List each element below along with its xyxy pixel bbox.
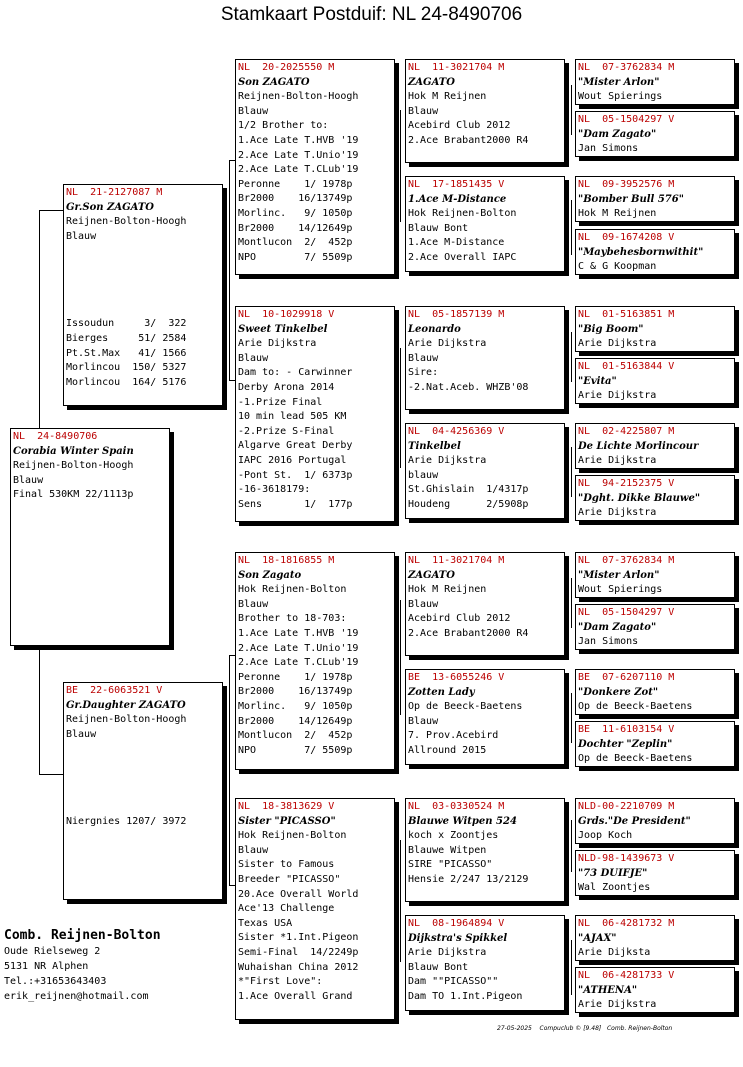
pedigree-line: Pt.St.Max 41/ 1566: [66, 347, 187, 359]
pedigree-line: NPO 7/ 5509p: [238, 744, 353, 756]
breeder-name: Arie Dijkstra: [578, 999, 657, 1011]
pedigree-line: Br2000 16/13749p: [238, 193, 353, 205]
pedigree-line: -1.Prize Final: [238, 396, 323, 408]
pedigree-line: 7. Prov.Acebird: [408, 730, 499, 742]
owner-name: Comb. Reijnen-Bolton: [4, 928, 161, 943]
pedigree-line: Br2000 16/13749p: [238, 686, 353, 698]
pedigree-line: 2.Ace Late T.CLub'19: [238, 657, 359, 669]
pigeon-name: Son ZAGATO: [238, 76, 310, 88]
pedigree-line: -16-3618179:: [238, 484, 311, 496]
ring-number: NL 94-2152375 V: [578, 478, 675, 489]
breeder-name: Op de Beeck-Baetens: [578, 753, 693, 765]
pedigree-line: Blauw: [238, 844, 269, 856]
pedigree-line: Blauw: [66, 728, 97, 740]
pigeon-name: "Donkere Zot": [578, 686, 659, 698]
breeder-name: koch x Zoontjes: [408, 830, 499, 842]
pigeon-name: "ATHENA": [578, 984, 638, 996]
pigeon-name: "Dght. Dikke Blauwe": [578, 492, 701, 504]
pigeon-name: De Lichte Morlincour: [578, 440, 699, 452]
pedigree-line: Bierges 51/ 2584: [66, 332, 187, 344]
pedigree-line: Allround 2015: [408, 744, 487, 756]
breeder-name: Hok M Reijnen: [578, 208, 657, 220]
pigeon-name: "Big Boom": [578, 323, 644, 335]
pigeon-name: Gr.Daughter ZAGATO: [66, 699, 186, 711]
pedigree-line: SIRE "PICASSO": [408, 859, 493, 871]
breeder-name: Hok Reijnen-Bolton: [238, 830, 347, 842]
pedigree-line: Blauw: [408, 715, 439, 727]
pedigree-line: Br2000 14/12649p: [238, 222, 353, 234]
pedigree-line: 1.Ace Late T.HVB '19: [238, 134, 359, 146]
pedigree-line: Sire:: [408, 367, 439, 379]
pedigree-line: Morlincou 150/ 5327: [66, 362, 187, 374]
pigeon-name: Corabia Winter Spain: [13, 445, 134, 457]
connector-line: [571, 200, 572, 255]
pedigree-line: Montlucon 2/ 452p: [238, 237, 353, 249]
pigeon-name: "AJAX": [578, 932, 617, 944]
ring-number: NL 03-0330524 M: [408, 801, 505, 812]
ring-number: NL 05-1504297 V: [578, 114, 675, 125]
pedigree-line: -2.Prize S-Final: [238, 425, 335, 437]
ring-number: BE 22-6063521 V: [66, 685, 163, 696]
pigeon-card[interactable]: [575, 111, 735, 157]
ring-number: NL 24-8490706: [13, 431, 98, 442]
pedigree-line: Br2000 14/12649p: [238, 715, 353, 727]
pigeon-card[interactable]: [575, 915, 735, 961]
pedigree-line: Ace'13 Challenge: [238, 903, 335, 915]
pigeon-card[interactable]: [575, 798, 735, 844]
pedigree-line: Morlinc. 9/ 1050p: [238, 207, 353, 219]
pedigree-line: Blauw: [408, 105, 439, 117]
pigeon-name: "Dam Zagato": [578, 128, 657, 140]
pedigree-line: 1/2 Brother to:: [238, 120, 329, 132]
pigeon-card[interactable]: [405, 669, 565, 765]
pigeon-card[interactable]: [405, 798, 565, 902]
ring-number: NLD-98-1439673 V: [578, 853, 675, 864]
pedigree-line: [66, 274, 220, 289]
pedigree-line: Wuhaishan China 2012: [238, 961, 359, 973]
pedigree-line: [66, 259, 220, 274]
breeder-name: Hok M Reijnen: [408, 91, 487, 103]
pigeon-name: Leonardo: [408, 323, 461, 335]
pedigree-line: Sister to Famous: [238, 859, 335, 871]
breeder-name: Arie Dijkstra: [578, 390, 657, 402]
pigeon-name: 1.Ace M-Distance: [408, 193, 507, 205]
breeder-name: Joop Koch: [578, 830, 633, 842]
pedigree-line: 1.Ace Overall Grand: [238, 990, 353, 1002]
pedigree-line: Acebird Club 2012: [408, 120, 511, 132]
pigeon-card[interactable]: [575, 358, 735, 404]
pedigree-line: Dam to: - Carwinner: [238, 367, 353, 379]
pigeon-card[interactable]: [405, 423, 565, 519]
pigeon-card[interactable]: [405, 176, 565, 272]
breeder-name: Reijnen-Bolton-Hoogh: [238, 91, 359, 103]
ring-number: NL 11-3021704 M: [408, 555, 505, 566]
breeder-name: Arie Dijksta: [578, 947, 651, 959]
pigeon-name: Gr.Son ZAGATO: [66, 201, 154, 213]
pedigree-line: Blauw Bont: [408, 961, 469, 973]
pigeon-card[interactable]: [575, 850, 735, 896]
pedigree-line: Dam ""PICASSO"": [408, 976, 499, 988]
pigeon-card[interactable]: [575, 669, 735, 715]
breeder-name: Reijnen-Bolton-Hoogh: [66, 714, 187, 726]
ring-number: NL 21-2127087 M: [66, 187, 163, 198]
pigeon-name: Zotten Lady: [408, 686, 475, 698]
breeder-name: Op de Beeck-Baetens: [408, 701, 523, 713]
pedigree-line: blauw: [408, 469, 439, 481]
breeder-name: Arie Dijkstra: [408, 338, 487, 350]
ring-number: NL 01-5163851 M: [578, 309, 675, 320]
pedigree-line: Blauw: [238, 352, 269, 364]
ring-number: NL 05-1857139 M: [408, 309, 505, 320]
owner-email: erik_reijnen@hotmail.com: [4, 991, 149, 1002]
connector-line: [571, 940, 572, 995]
pedigree-line: Blauw Bont: [408, 222, 469, 234]
breeder-name: Reijnen-Bolton-Hoogh: [66, 216, 187, 228]
pigeon-name: "73 DUIFJE": [578, 867, 648, 879]
pedigree-line: Blauwe Witpen: [408, 844, 487, 856]
pigeon-name: Sister "PICASSO": [238, 815, 336, 827]
pigeon-card[interactable]: [575, 59, 735, 105]
breeder-name: Hok Reijnen-Bolton: [238, 584, 347, 596]
connector-line: [400, 600, 401, 715]
breeder-name: Arie Dijkstra: [408, 947, 487, 959]
owner-info: [4, 928, 161, 1004]
breeder-name: Jan Simons: [578, 636, 639, 648]
ring-number: NL 07-3762834 M: [578, 555, 675, 566]
connector-line: [39, 774, 63, 775]
pedigree-line: Sens 1/ 177p: [238, 498, 353, 510]
pedigree-line: Morlincou 164/ 5176: [66, 376, 187, 388]
ring-number: NL 06-4281732 M: [578, 918, 675, 929]
pedigree-line: Niergnies 1207/ 3972: [66, 816, 187, 828]
ring-number: BE 13-6055246 V: [408, 672, 505, 683]
pedigree-line: Blauw: [66, 230, 97, 242]
ring-number: NLD-00-2210709 M: [578, 801, 675, 812]
pigeon-name: Blauwe Witpen 524: [408, 815, 517, 827]
pedigree-line: -Pont St. 1/ 6373p: [238, 469, 353, 481]
pedigree-line: Houdeng 2/5908p: [408, 498, 529, 510]
owner-postcode: 5131 NR Alphen: [4, 961, 89, 972]
breeder-name: C & G Koopman: [578, 261, 657, 273]
breeder-name: Reijnen-Bolton-Hoogh: [13, 460, 134, 472]
breeder-name: Hok Reijnen-Bolton: [408, 208, 517, 220]
connector-line: [400, 110, 401, 222]
pedigree-line: 2.Ace Late T.CLub'19: [238, 164, 359, 176]
pedigree-line: [66, 288, 220, 303]
connector-line: [229, 160, 230, 380]
pedigree-line: 2.Ace Late T.Unio'19: [238, 642, 359, 654]
ring-number: NL 05-1504297 V: [578, 607, 675, 618]
ring-number: NL 04-4256369 V: [408, 426, 505, 437]
owner-address: Oude Rielseweg 2: [4, 946, 101, 957]
pigeon-card[interactable]: [235, 798, 395, 1020]
pedigree-line: 2.Ace Overall IAPC: [408, 251, 517, 263]
pedigree-line: Acebird Club 2012: [408, 613, 511, 625]
pedigree-line: [66, 742, 220, 757]
pedigree-line: Peronne 1/ 1978p: [238, 671, 353, 683]
connector-line: [39, 646, 40, 774]
pigeon-name: "Evita": [578, 375, 617, 387]
breeder-name: Op de Beeck-Baetens: [578, 701, 693, 713]
connector-line: [400, 840, 401, 962]
ring-number: NL 02-4225807 M: [578, 426, 675, 437]
pedigree-line: 20.Ace Overall World: [238, 888, 359, 900]
pigeon-card[interactable]: [575, 229, 735, 275]
connector-line: [571, 85, 572, 135]
pigeon-card[interactable]: [235, 552, 395, 770]
pedigree-line: [66, 757, 220, 772]
pedigree-line: Peronne 1/ 1978p: [238, 178, 353, 190]
pigeon-name: "Mister Arlon": [578, 76, 660, 88]
pigeon-name: Dochter "Zeplin": [578, 738, 673, 750]
owner-phone: Tel.:+31653643403: [4, 976, 107, 987]
pigeon-name: Tinkelbel: [408, 440, 461, 452]
pedigree-line: 2.Ace Brabant2000 R4: [408, 134, 529, 146]
connector-line: [400, 348, 401, 468]
pedigree-line: Hensie 2/247 13/2129: [408, 873, 529, 885]
pigeon-name: "Bomber Bull 576": [578, 193, 684, 205]
connector-line: [39, 210, 40, 428]
connector-line: [571, 820, 572, 872]
pigeon-card[interactable]: [575, 552, 735, 598]
pigeon-name: "Maybehesbornwithit": [578, 246, 704, 258]
pigeon-name: "Dam Zagato": [578, 621, 657, 633]
pedigree-line: Semi-Final 14/2249p: [238, 946, 359, 958]
pedigree-line: Blauw: [13, 474, 44, 486]
pedigree-line: *"First Love":: [238, 976, 323, 988]
pedigree-line: Brother to 18-703:: [238, 613, 347, 625]
pedigree-line: Sister *1.Int.Pigeon: [238, 932, 359, 944]
pigeon-name: ZAGATO: [408, 76, 455, 88]
page-title: Stamkaart Postduif: NL 24-8490706: [220, 4, 523, 25]
connector-line: [571, 693, 572, 743]
pedigree-line: Final 530KM 22/1113p: [13, 489, 134, 501]
ring-number: NL 08-1964894 V: [408, 918, 505, 929]
breeder-name: Arie Dijkstra: [238, 338, 317, 350]
breeder-name: Hok M Reijnen: [408, 584, 487, 596]
pedigree-line: Breeder "PICASSO": [238, 873, 341, 885]
pedigree-line: Issoudun 3/ 322: [66, 318, 187, 330]
pigeon-card[interactable]: [405, 306, 565, 410]
pigeon-name: Sweet Tinkelbel: [238, 323, 328, 335]
breeder-name: Arie Dijkstra: [578, 455, 657, 467]
pigeon-card[interactable]: [405, 915, 565, 1011]
pigeon-card[interactable]: [405, 552, 565, 656]
pigeon-card[interactable]: [575, 176, 735, 222]
pedigree-line: Morlinc. 9/ 1050p: [238, 700, 353, 712]
pigeon-name: ZAGATO: [408, 569, 455, 581]
pigeon-name: Son Zagato: [238, 569, 302, 581]
pedigree-line: Algarve Great Derby: [238, 440, 353, 452]
pedigree-line: NPO 7/ 5509p: [238, 251, 353, 263]
breeder-name: Arie Dijkstra: [578, 338, 657, 350]
pedigree-line: Derby Arona 2014: [238, 381, 335, 393]
breeder-name: Wout Spierings: [578, 91, 663, 103]
pigeon-card[interactable]: [235, 59, 395, 275]
pedigree-line: [66, 303, 220, 318]
pigeon-card[interactable]: [10, 428, 170, 646]
ring-number: NL 20-2025550 M: [238, 62, 335, 73]
pedigree-line: 1.Ace M-Distance: [408, 237, 505, 249]
connector-line: [229, 655, 230, 885]
ring-number: NL 07-3762834 M: [578, 62, 675, 73]
pedigree-line: Montlucon 2/ 452p: [238, 730, 353, 742]
pedigree-line: -2.Nat.Aceb. WHZB'08: [408, 381, 529, 393]
pigeon-card[interactable]: [63, 682, 223, 900]
pedigree-line: 10 min lead 505 KM: [238, 411, 347, 423]
pigeon-name: Dijkstra's Spikkel: [408, 932, 508, 944]
pigeon-card[interactable]: [575, 423, 735, 469]
breeder-name: Arie Dijkstra: [578, 507, 657, 519]
ring-number: NL 11-3021704 M: [408, 62, 505, 73]
connector-line: [571, 332, 572, 382]
pedigree-line: [66, 801, 220, 816]
pigeon-card[interactable]: [63, 184, 223, 406]
pedigree-line: Blauw: [238, 105, 269, 117]
pedigree-line: Texas USA: [238, 917, 293, 929]
pigeon-card[interactable]: [575, 475, 735, 521]
pigeon-card[interactable]: [575, 967, 735, 1013]
breeder-name: Wal Zoontjes: [578, 882, 651, 894]
pedigree-line: Dam TO 1.Int.Pigeon: [408, 990, 523, 1002]
breeder-name: Wout Spierings: [578, 584, 663, 596]
pedigree-line: [66, 244, 220, 259]
ring-number: NL 18-3813629 V: [238, 801, 335, 812]
pedigree-line: 2.Ace Late T.Unio'19: [238, 149, 359, 161]
connector-line: [571, 578, 572, 628]
pigeon-card[interactable]: [575, 721, 735, 767]
pedigree-line: St.Ghislain 1/4317p: [408, 484, 529, 496]
pedigree-line: 2.Ace Brabant2000 R4: [408, 627, 529, 639]
pigeon-name: Grds."De President": [578, 815, 691, 827]
pedigree-line: [66, 772, 220, 787]
connector-line: [39, 210, 63, 211]
pigeon-name: "Mister Arlon": [578, 569, 660, 581]
ring-number: NL 09-1674208 V: [578, 232, 675, 243]
pigeon-card[interactable]: [575, 306, 735, 352]
pedigree-line: 1.Ace Late T.HVB '19: [238, 627, 359, 639]
pedigree-line: [66, 786, 220, 801]
pedigree-line: Blauw: [408, 598, 439, 610]
ring-number: NL 01-5163844 V: [578, 361, 675, 372]
breeder-name: Jan Simons: [578, 143, 639, 155]
pigeon-card[interactable]: [235, 306, 395, 522]
pedigree-line: Blauw: [238, 598, 269, 610]
ring-number: NL 09-3952576 M: [578, 179, 675, 190]
ring-number: BE 11-6103154 V: [578, 724, 675, 735]
ring-number: NL 18-1816855 M: [238, 555, 335, 566]
ring-number: NL 06-4281733 V: [578, 970, 675, 981]
ring-number: NL 10-1029918 V: [238, 309, 335, 320]
pigeon-card[interactable]: [575, 604, 735, 650]
footer-credit: 27-05-2025 Compuclub © [9.48] Comb. Reijnen-Bolton: [497, 1025, 673, 1032]
breeder-name: Arie Dijkstra: [408, 455, 487, 467]
pedigree-line: Blauw: [408, 352, 439, 364]
ring-number: BE 07-6207110 M: [578, 672, 675, 683]
pedigree-line: IAPC 2016 Portugal: [238, 454, 347, 466]
pigeon-card[interactable]: [405, 59, 565, 163]
ring-number: NL 17-1851435 V: [408, 179, 505, 190]
connector-line: [571, 447, 572, 497]
